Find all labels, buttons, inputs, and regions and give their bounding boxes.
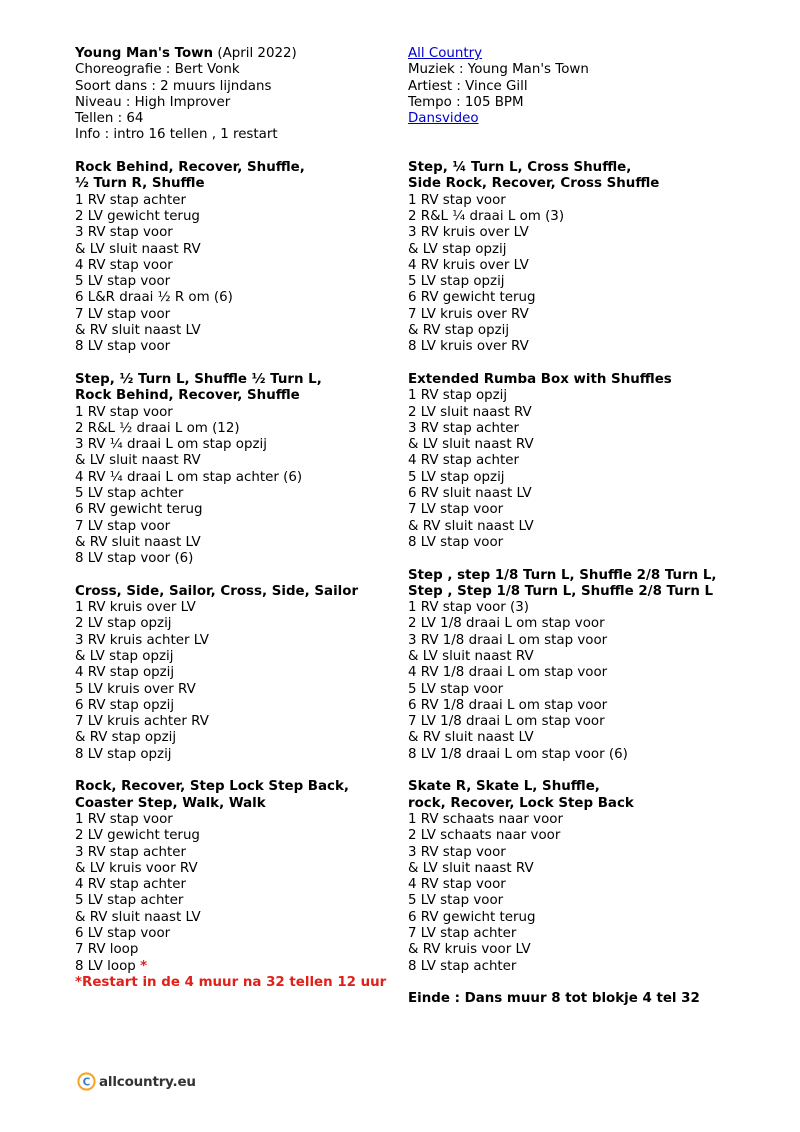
step-line: 6 L&R draai ½ R om (6) — [75, 290, 233, 306]
step-line: 1 RV stap opzij — [408, 388, 508, 404]
step-line: 4 RV stap achter — [408, 453, 520, 469]
section-5-title-2: Side Rock, Recover, Cross Shuffle — [408, 176, 660, 192]
step-line: 3 RV kruis achter LV — [75, 632, 209, 648]
section-3-title: Cross, Side, Sailor, Cross, Side, Sailor — [75, 583, 359, 599]
step-line: 8 LV stap opzij — [75, 746, 172, 762]
step-line: 2 LV sluit naast RV — [408, 404, 532, 420]
section-8-title-2: rock, Recover, Lock Step Back — [408, 795, 634, 811]
step-line: 2 LV gewicht terug — [75, 208, 200, 224]
step-line: 3 RV ¼ draai L om stap opzij — [75, 437, 267, 453]
step-line: 7 LV kruis over RV — [408, 306, 529, 322]
step-line: 6 RV stap opzij — [75, 697, 175, 713]
svg-text:C: C — [82, 1076, 91, 1089]
step-line: 7 LV stap voor — [75, 518, 171, 534]
section-3-steps — [75, 600, 400, 763]
step-line: 1 RV schaats naar voor — [408, 811, 563, 827]
section-2-title: Step, ½ Turn L, Shuffle ½ Turn L, — [75, 371, 322, 387]
choreo-line: Choreografie : Bert Vonk — [75, 62, 240, 78]
section-2-title-2: Rock Behind, Recover, Shuffle — [75, 388, 300, 404]
step-line: 8 LV kruis over RV — [408, 339, 529, 355]
restart-star: * — [140, 958, 148, 974]
step-line: 7 LV stap voor — [408, 502, 504, 518]
step-line: 2 LV 1/8 draai L om stap voor — [408, 616, 605, 632]
step-line: 7 LV 1/8 draai L om stap voor — [408, 714, 605, 730]
tempo-line: Tempo : 105 BPM — [408, 94, 524, 110]
step-line: & RV sluit naast LV — [75, 323, 201, 339]
step-line: 3 RV stap voor — [75, 225, 173, 241]
step-line: 6 RV gewicht terug — [75, 502, 203, 518]
step-line: 3 RV stap voor — [408, 844, 506, 860]
step-line: 4 RV stap voor — [75, 257, 173, 273]
section-7-title: Step , step 1/8 Turn L, Shuffle 2/8 Turn L, — [408, 567, 717, 583]
level-line: Niveau : High Improver — [75, 94, 231, 110]
step-line: 6 RV sluit naast LV — [408, 486, 532, 502]
counts-line: Tellen : 64 — [75, 111, 144, 127]
step-line: 5 LV stap voor — [75, 274, 171, 290]
step-line: & RV kruis voor LV — [408, 942, 531, 958]
step-line: 5 LV stap voor — [408, 681, 504, 697]
dance-video-link[interactable]: Dansvideo — [408, 111, 479, 127]
step-line: 4 RV stap voor — [408, 877, 506, 893]
section-7-steps — [408, 600, 748, 763]
step-line: 6 LV stap voor — [75, 926, 171, 942]
step-line: & RV stap opzij — [408, 323, 510, 339]
step-line: 1 RV stap voor — [75, 404, 173, 420]
section-5-steps — [408, 193, 748, 356]
step-line: 6 RV gewicht terug — [408, 909, 536, 925]
step-line: 4 RV kruis over LV — [408, 257, 529, 273]
step-line: & RV sluit naast LV — [408, 518, 534, 534]
section-4-title: Rock, Recover, Step Lock Step Back, — [75, 779, 349, 795]
left-column — [75, 46, 400, 991]
step-line: 6 RV 1/8 draai L om stap voor — [408, 697, 608, 713]
step-line: 1 RV kruis over LV — [75, 600, 196, 616]
step-line: 8 LV 1/8 draai L om stap voor (6) — [408, 746, 628, 762]
last-step-text: 8 LV loop — [75, 958, 136, 974]
step-line: 8 LV stap voor — [75, 339, 171, 355]
step-line: 4 RV stap achter — [75, 877, 187, 893]
step-line: & LV sluit naast RV — [75, 453, 201, 469]
artist-line: Artiest : Vince Gill — [408, 78, 528, 94]
step-line: 3 RV stap achter — [408, 420, 520, 436]
step-line: 4 RV 1/8 draai L om stap voor — [408, 665, 608, 681]
step-line: 8 LV stap voor (6) — [75, 551, 194, 567]
step-line: 2 R&L ¼ draai L om (3) — [408, 208, 565, 224]
step-line: 2 LV schaats naar voor — [408, 828, 561, 844]
step-line: 3 RV 1/8 draai L om stap voor — [408, 632, 608, 648]
step-line: 8 LV stap achter — [408, 958, 517, 974]
step-line: 5 LV stap voor — [408, 893, 504, 909]
ending-note: Einde : Dans muur 8 tot blokje 4 tel 32 — [408, 991, 700, 1007]
step-line: 3 RV kruis over LV — [408, 225, 529, 241]
section-1-title-2: ½ Turn R, Shuffle — [75, 176, 205, 192]
allcountry-logo-icon — [77, 1072, 96, 1091]
step-line: 1 RV stap voor — [75, 811, 173, 827]
dance-title: Young Man's Town — [75, 46, 214, 61]
step-line: 7 LV stap achter — [408, 926, 517, 942]
step-line: & LV sluit naast RV — [408, 437, 534, 453]
info-line: Info : intro 16 tellen , 1 restart — [75, 127, 278, 143]
step-line: 2 LV stap opzij — [75, 616, 172, 632]
section-5-title: Step, ¼ Turn L, Cross Shuffle, — [408, 160, 632, 176]
step-line: 8 LV stap voor — [408, 534, 504, 550]
step-line: & RV sluit naast LV — [75, 534, 201, 550]
step-line: 5 LV stap opzij — [408, 469, 505, 485]
section-8-steps — [408, 812, 748, 975]
step-line: 7 LV stap voor — [75, 306, 171, 322]
step-line: 1 RV stap voor (3) — [408, 600, 529, 616]
dance-header-title — [75, 46, 400, 62]
section-6-title: Extended Rumba Box with Shuffles — [408, 371, 672, 387]
dance-type-line: Soort dans : 2 muurs lijndans — [75, 78, 272, 94]
step-line: 6 RV gewicht terug — [408, 290, 536, 306]
step-line: & RV sluit naast LV — [75, 909, 201, 925]
brand-name: allcountry.eu — [99, 1073, 196, 1090]
step-line: 3 RV stap achter — [75, 844, 187, 860]
step-line: & LV stap opzij — [408, 241, 507, 257]
step-line: 7 LV kruis achter RV — [75, 714, 209, 730]
step-line: & LV sluit naast RV — [408, 648, 534, 664]
step-line: 4 RV ¼ draai L om stap achter (6) — [75, 469, 303, 485]
section-7-title-2: Step , Step 1/8 Turn L, Shuffle 2/8 Turn L — [408, 583, 714, 599]
section-6-steps — [408, 388, 748, 551]
step-line: 5 LV stap achter — [75, 486, 184, 502]
footer-brand — [77, 1072, 196, 1091]
step-line: & RV sluit naast LV — [408, 730, 534, 746]
right-column — [408, 46, 748, 1008]
step-line: 5 LV stap opzij — [408, 274, 505, 290]
step-line: & RV stap opzij — [75, 730, 177, 746]
step-line: 2 R&L ½ draai L om (12) — [75, 420, 240, 436]
step-line: 5 LV kruis over RV — [75, 681, 196, 697]
step-line: 1 RV stap achter — [75, 192, 187, 208]
step-line: & LV sluit naast RV — [408, 860, 534, 876]
section-4-title-2: Coaster Step, Walk, Walk — [75, 795, 266, 811]
step-line: 1 RV stap voor — [408, 192, 506, 208]
step-line: & LV kruis voor RV — [75, 860, 198, 876]
step-line: 5 LV stap achter — [75, 893, 184, 909]
step-line: & LV sluit naast RV — [75, 241, 201, 257]
section-2-steps — [75, 405, 400, 568]
section-1-steps — [75, 193, 400, 356]
step-line: 4 RV stap opzij — [75, 665, 175, 681]
restart-note: *Restart in de 4 muur na 32 tellen 12 uur — [75, 974, 387, 990]
section-1-title: Rock Behind, Recover, Shuffle, — [75, 160, 305, 176]
step-line: 2 LV gewicht terug — [75, 828, 200, 844]
dance-date: (April 2022) — [217, 46, 297, 61]
step-line-last — [75, 959, 400, 975]
music-line: Muziek : Young Man's Town — [408, 62, 589, 78]
section-4-steps — [75, 812, 400, 991]
step-line: & LV stap opzij — [75, 648, 174, 664]
section-8-title: Skate R, Skate L, Shuffle, — [408, 779, 600, 795]
allcountry-link[interactable]: All Country — [408, 46, 483, 61]
step-line: 7 RV loop — [75, 942, 139, 958]
